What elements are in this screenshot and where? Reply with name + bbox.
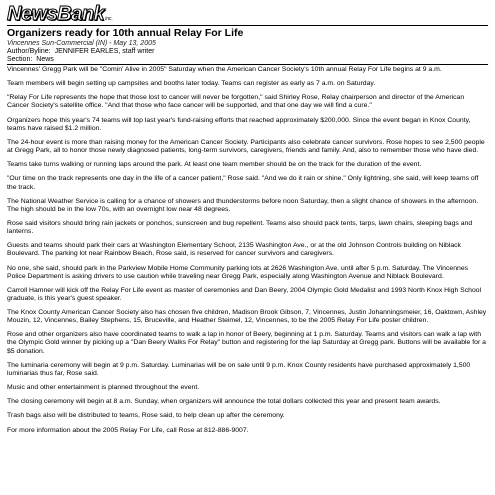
paragraph: "Our time on the track represents one day in the life of a cancer patient," Rose said. "And we do it rain or shine." Only lightning, she said, will keep teams off the track. — [7, 175, 479, 191]
logo-wordmark: NewsBank — [7, 3, 105, 25]
article-headline: Organizers ready for 10th annual Relay For Life — [7, 27, 244, 39]
byline-value: JENNIFER EARLES, staff writer — [54, 48, 155, 55]
byline-label: Author/Byline: — [7, 48, 51, 55]
paragraph: Rose and other organizers also have coordinated teams to walk a lap in honor of Beery, beginning at 1 p.m. Saturday. Teams and visitors can walk a lap with the Olympic Gold winner by picking up a "Dan Beery Walks For Relay" button and registering for the lap Saturday at Gregg park. Buttons will be available for a $5 donation. — [7, 331, 486, 355]
article-body — [7, 66, 488, 435]
meta-divider — [7, 64, 488, 65]
paragraph: Music and other entertainment is planned throughout the event. — [7, 384, 200, 392]
section-value: News — [36, 56, 54, 63]
article-source: Vincennes Sun-Commercial (IN) - May 13, 2005 — [7, 40, 156, 47]
article-byline — [7, 48, 488, 56]
paragraph: For more information about the 2005 Relay For Life, call Rose at 812-886-9007. — [7, 426, 249, 434]
section-label: Section: — [7, 56, 33, 63]
paragraph: Organizers hope this year's 74 teams will top last year's fund-raising efforts that reached approximately $200,000. Since the event began in Knox County, teams have raised $1.2 million. — [7, 116, 471, 132]
paragraph: Rose said visitors should bring rain jackets or ponchos, sunscreen and bug repellent. Teams also should pack tents, tarps, lawn chairs, sleeping bags and lanterns. — [7, 219, 473, 236]
paragraph: Guests and teams should park their cars at Washington Elementary School, 2135 Washington Ave., or at the old Johnson Controls building on Niblack Boulevard. The parking lot near Rainbow Beach, Rose said, is reserved for cancer survivors and caregivers. — [7, 242, 461, 258]
paragraph: The luminaria ceremony will begin at 9 p.m. Saturday. Luminarias will be on sale until 9 p.m. Knox County residents have purchased approximately 1,500 luminarias thus far, Rose said. — [7, 361, 471, 377]
paragraph: "Relay For Life represents the hope that those lost to cancer will never be forgotten," said Shirley Rose, Relay chairperson and director of the American Cancer Society's satellite office. "And that those who face cancer will be supported, and that one day we will find a cure." — [7, 94, 465, 110]
header-divider — [7, 25, 488, 26]
paragraph: The Knox County American Cancer Society also has chosen five children, Madison Brook Gibson, 7, Vincennes, Justin Johanningsmeier, 16, Oaktown, Ashley Mouzin, 12, Vincennes, Bailey Stephens, 15, Bruceville, and Heather Steimel, 12, Vincennes, to be the 2005 Relay For Life poster children. — [7, 309, 487, 325]
newsbank-logo — [7, 2, 488, 24]
paragraph: Trash bags also will be distributed to teams, Rose said, to help clean up after the ceremony. — [7, 412, 285, 420]
article-section — [7, 56, 488, 64]
paragraph: Team members will begin setting up campsites and booths later today. Teams can register as early as 7 a.m. on Saturday. — [7, 80, 376, 88]
paragraph: No one, she said, should park in the Parkview Mobile Home Community parking lots at 2626 Washington Ave. until after 5 p.m. Saturday. The Vincennes Police Department is asking drivers to use caution while traveling near Gregg Park, especially along Washington Avenue and Niblack Boulevard. — [7, 264, 469, 280]
paragraph: Carroll Hamner will kick off the Relay For Life event as master of ceremonies and Dan Beery, 2004 Olympic Gold Medalist and 1993 North Knox High School graduate, is this year's guest speaker. — [7, 286, 482, 302]
paragraph: The National Weather Service is calling for a chance of showers and thunderstorms before noon Saturday, then a slight chance of showers in the afternoon. The high should be in the low 70s, with an overnight low near 48 degrees. — [7, 197, 479, 213]
paragraph: Vincennes' Gregg Park will be "Comin' Alive in 2005" Saturday when the American Cancer Society's 10th annual Relay For Life begins at 9 a.m. — [7, 66, 442, 73]
paragraph: Teams take turns walking or running laps around the park. At least one team member should be on the track for the duration of the event. — [7, 161, 422, 169]
logo-suffix: inc. — [105, 16, 113, 22]
paragraph: The 24-hour event is more than raising money for the American Cancer Society. Participants also celebrate cancer survivors. Rose hopes to see 2,500 people at Gregg Park, all to honor those newly diagnosed patients, long-term survivors, caregivers, friends and family. And, also to remember those who have died. — [7, 138, 485, 155]
paragraph: The closing ceremony will begin at 8 a.m. Sunday, when organizers will announce the total dollars collected this year and present team awards. — [7, 398, 441, 406]
